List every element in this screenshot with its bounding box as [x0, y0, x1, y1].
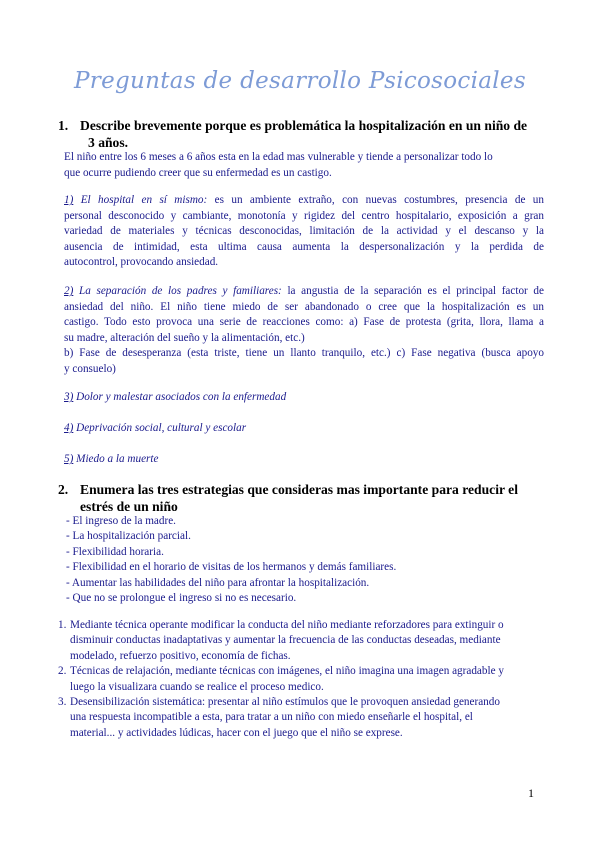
strategy-3-line2: una respuesta incompatible a esta, para tratar a un niño con miedo enseñarle el hospital, el — [70, 711, 473, 724]
strategy-2 — [58, 664, 544, 695]
q1-point-1-line4: ausencia de intimidad, esta ultima causa aumenta la despersonalización y la perdida de — [64, 240, 544, 253]
list-item: - Que no se prolongue el ingreso si no es necesario. — [66, 592, 297, 605]
list-item: - El ingreso de la madre. — [66, 515, 176, 527]
q1-point-1-line2: personal desconocido y cambiante, monotonía y rigidez del centro hospitalario, exposición a gran — [64, 209, 544, 222]
q1-point-1-text: es un ambiente extraño, con nuevas costumbres, presencia de un — [207, 194, 544, 206]
q1-point-4-number: 4) — [64, 422, 74, 434]
q1-point-1-line3: variedad de materiales y técnicas desconocidas, limitación de la actividad y el descanso y la — [64, 225, 544, 238]
list-item: - Flexibilidad horaria. — [66, 545, 164, 558]
question-1-text-line2: 3 años. — [88, 135, 129, 150]
q1-point-1-number: 1) — [64, 194, 74, 206]
q1-point-2 — [64, 284, 544, 378]
strategy-3-line1: Desensibilización sistemática: presentar al niño estímulos que le provoquen ansiedad generando — [70, 696, 500, 709]
q1-point-2-line1 — [64, 284, 544, 300]
page-number: 1 — [528, 786, 534, 800]
strategy-3-line3: material... y actividades lúdicas, hacer con el juego que el niño se exprese. — [70, 726, 403, 739]
strategy-1-line3: modelado, refuerzo positivo, economía de fichas. — [70, 649, 291, 662]
q1-point-4-label: Deprivación social, cultural y escolar — [73, 422, 247, 434]
q1-point-1 — [64, 193, 544, 271]
strategy-2-line1: Técnicas de relajación, mediante técnicas con imágenes, el niño imagina una imagen agradable y — [70, 665, 504, 678]
strategy-1-line1: Mediante técnica operante modificar la conducta del niño mediante reforzadores para extinguir o — [70, 619, 504, 631]
q1-point-2-line5: b) Fase de desesperanza (esta triste, tiene un llanto tranquilo, etc.) c) Fase negativa (busca apoyo — [64, 347, 544, 360]
q1-point-2-line2: ansiedad del niño. El niño tiene miedo de ser abandonado o cree que la hospitalización es un — [64, 300, 544, 313]
list-item: - La hospitalización parcial. — [66, 530, 191, 543]
q2-strategies-list — [58, 618, 544, 741]
q1-point-2-label: La separación de los padres y familiares: — [73, 285, 282, 297]
question-1-text-line1: Describe brevemente porque es problemática la hospitalización en un niño de — [80, 118, 528, 133]
strategy-1 — [58, 618, 544, 664]
strategy-2-number: 2. — [58, 665, 67, 678]
q1-point-1-line5: autocontrol, provocando ansiedad. — [64, 256, 219, 269]
question-2-text-line1: Enumera las tres estrategias que consideras mas importante para reducir el — [80, 482, 518, 497]
q1-point-4 — [64, 421, 544, 437]
q1-point-2-text: la angustia de la separación es el principal factor de — [281, 285, 544, 297]
q1-intro-paragraph — [64, 150, 544, 181]
strategy-3-number: 3. — [58, 696, 67, 709]
strategy-1-number: 1. — [58, 619, 67, 631]
strategy-3 — [58, 695, 544, 741]
question-1-heading — [58, 117, 548, 153]
page-title: Preguntas de desarrollo Psicosociales — [74, 68, 526, 94]
list-item: - Flexibilidad en el horario de visitas de los hermanos y demás familiares. — [66, 561, 397, 574]
q1-point-5 — [64, 452, 544, 468]
question-2-text-line2: estrés de un niño — [80, 499, 178, 514]
list-item: - Aumentar las habilidades del niño para afrontar la hospitalización. — [66, 576, 370, 589]
strategy-1-line2: disminuir conductas inadaptativas y aumentar la frecuencia de las conductas deseadas, mediante — [70, 634, 501, 647]
q1-point-2-line4: su madre, alteración del sueño y la alimentación, etc.) — [64, 331, 305, 344]
question-1-number: 1. — [58, 118, 69, 133]
q1-intro-line2: que ocurre pudiendo creer que su enfermedad es un castigo. — [64, 166, 332, 179]
q1-point-2-number: 2) — [64, 285, 74, 297]
question-2-number: 2. — [58, 482, 69, 497]
q1-point-1-line1 — [64, 193, 544, 209]
q1-point-3 — [64, 390, 544, 406]
question-2-heading — [58, 481, 548, 517]
q2-bullet-list — [66, 514, 396, 606]
strategy-2-line2: luego la visualizara cuando se realice el proceso medico. — [70, 680, 324, 693]
q1-point-3-label: Dolor y malestar asociados con la enfermedad — [73, 391, 287, 403]
q1-point-1-label: El hospital en sí mismo: — [73, 194, 208, 206]
q1-point-5-label: Miedo a la muerte — [73, 453, 159, 465]
q1-intro-line1: El niño entre los 6 meses a 6 años esta en la edad mas vulnerable y tiende a personalizar todo lo — [64, 151, 493, 163]
q1-point-2-line6: y consuelo) — [64, 362, 116, 375]
q1-point-2-line3: castigo. Todo esto provoca una serie de reacciones como: a) Fase de protesta (grita, llora, llama a — [64, 316, 544, 329]
q1-point-5-number: 5) — [64, 453, 74, 465]
q1-point-3-number: 3) — [64, 391, 74, 403]
